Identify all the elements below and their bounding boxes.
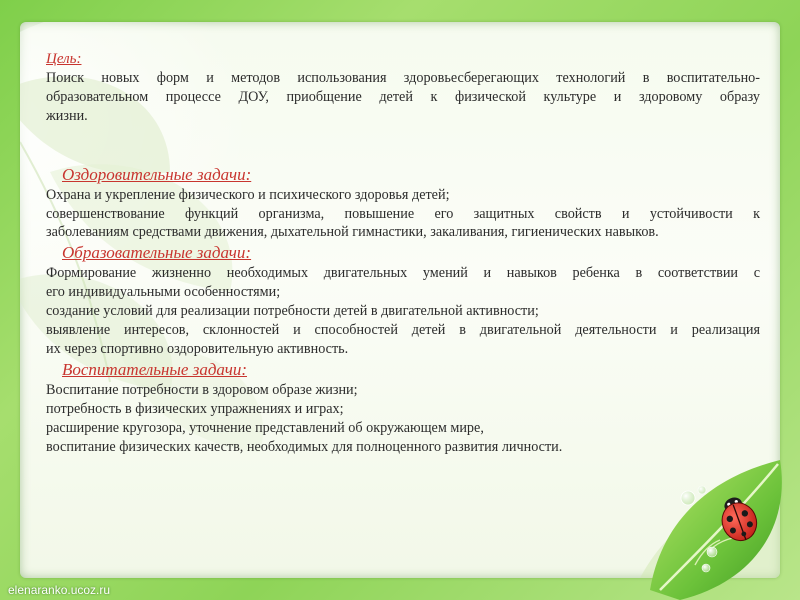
health-task-line: совершенствование функций организма, повышение его защитных свойств и устойчивости к bbox=[46, 205, 760, 222]
educational-task-line: его индивидуальными особенностями; bbox=[46, 284, 281, 301]
upbringing-tasks-heading: Воспитательные задачи: bbox=[62, 359, 247, 379]
goal-text-line: жизни. bbox=[46, 107, 88, 124]
educational-task-line: Формирование жизненно необходимых двигательных умений и навыков ребенка в соответствии с bbox=[46, 265, 760, 282]
educational-task-line: их через спортивно оздоровительную активность. bbox=[46, 340, 349, 357]
upbringing-task-line: воспитание физических качеств, необходимых для полноценного развития личности. bbox=[46, 438, 563, 455]
ladybug-on-leaf-icon bbox=[640, 440, 800, 600]
health-task-line: Охрана и укрепление физического и психического здоровья детей; bbox=[46, 186, 450, 203]
goal-text-line: Поиск новых форм и методов использования здоровьесберегающих технологий в воспитательно- bbox=[46, 69, 760, 86]
site-watermark: elenaranko.ucoz.ru bbox=[8, 583, 111, 597]
health-tasks-heading: Оздоровительные задачи: bbox=[62, 164, 252, 184]
health-task-line: заболеваниям средствами движения, дыхательной гимнастики, закаливания, гигиенических навыков. bbox=[46, 224, 659, 241]
educational-task-line: создание условий для реализации потребности детей в двигательной активности; bbox=[46, 303, 539, 320]
upbringing-task-line: Воспитание потребности в здоровом образе жизни; bbox=[46, 381, 358, 398]
upbringing-task-line: потребность в физических упражнениях и играх; bbox=[46, 400, 344, 417]
goal-heading: Цель: bbox=[46, 51, 82, 67]
upbringing-task-line: расширение кругозора, уточнение представлений об окружающем мире, bbox=[46, 419, 484, 436]
section-spacer bbox=[46, 126, 760, 164]
slide-content bbox=[46, 50, 760, 457]
educational-tasks-heading: Образовательные задачи: bbox=[62, 243, 252, 263]
educational-task-line: выявление интересов, склонностей и способностей детей в двигательной деятельности и реализация bbox=[46, 322, 760, 339]
goal-text-line: образовательном процессе ДОУ, приобщение детей к физической культуре и здоровому образу bbox=[46, 88, 760, 105]
